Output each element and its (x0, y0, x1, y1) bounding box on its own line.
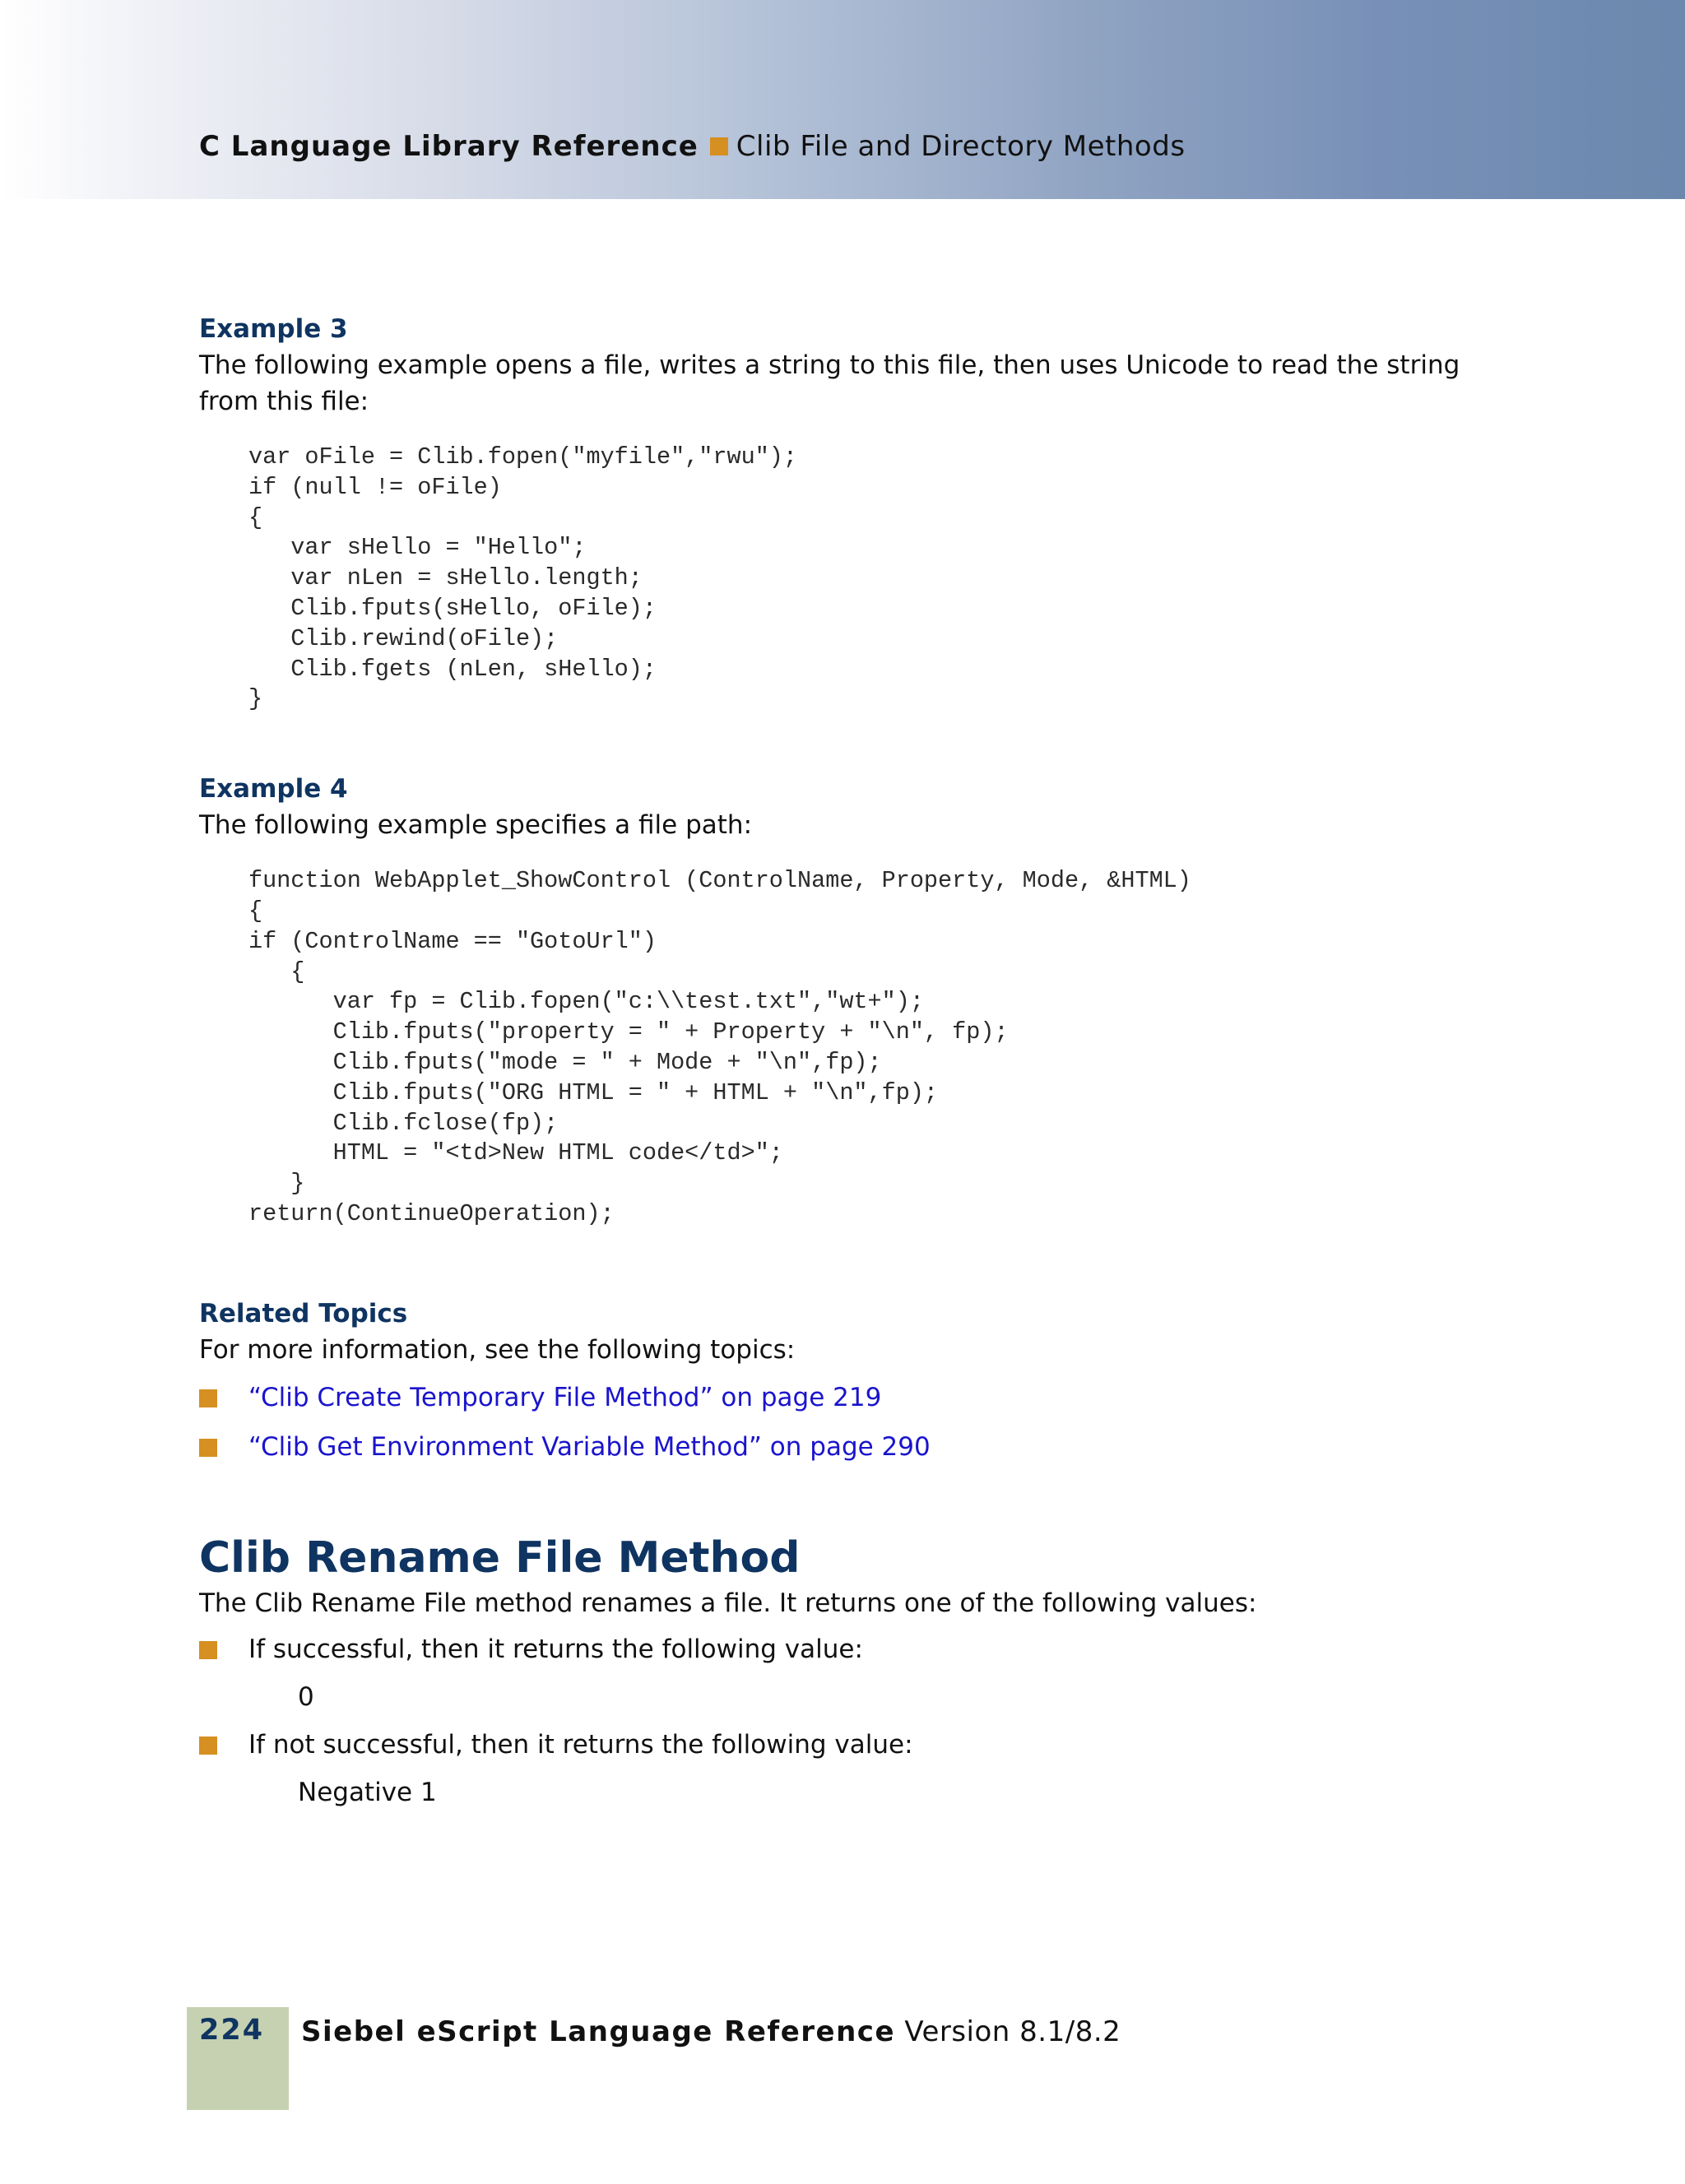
related-link-temp-file[interactable]: “Clib Create Temporary File Method” on page 219 (248, 1382, 882, 1412)
header-band (0, 0, 1685, 199)
example-3-code: var oFile = Clib.fopen("myfile","rwu"); if (null != oFile) { var sHello = "Hello"; var nLen = sHello.length; Clib.fputs(sHello, oFile); Clib.rewind(oFile); Clib.fgets (nLen, sHello); } (248, 443, 798, 713)
square-bullet-icon (199, 1737, 217, 1755)
page-number: 224 (199, 2014, 265, 2047)
square-bullet-icon (199, 1641, 217, 1659)
return-value: 0 (298, 1681, 314, 1712)
running-header (199, 128, 1186, 165)
related-topics-list (199, 1379, 1524, 1465)
related-topics-heading: Related Topics (199, 1298, 408, 1328)
return-value-condition: If not successful, then it returns the following value: (248, 1729, 913, 1760)
example-4-section (199, 772, 1524, 1230)
list-item (199, 1429, 1524, 1465)
header-book-title: C Language Library Reference (199, 130, 699, 163)
example-3-heading: Example 3 (199, 314, 348, 344)
list-item (199, 1727, 1524, 1763)
return-values-list (199, 1727, 1524, 1763)
example-4-description: The following example specifies a file path: (199, 810, 753, 841)
square-bullet-icon (199, 1439, 217, 1457)
return-values-list (199, 1631, 1524, 1667)
list-item (199, 1631, 1524, 1667)
return-value-condition: If successful, then it returns the following value: (248, 1634, 863, 1664)
square-bullet-icon (710, 137, 728, 155)
footer-book-title: Siebel eScript Language Reference (301, 2015, 896, 2048)
example-3-section (199, 313, 1524, 715)
page-content (199, 313, 1524, 1822)
running-footer (301, 2014, 1121, 2050)
rename-file-heading: Clib Rename File Method (199, 1533, 801, 1583)
rename-file-description: The Clib Rename File method renames a file. It returns one of the following values: (199, 1588, 1257, 1618)
square-bullet-icon (199, 1389, 217, 1407)
header-section-title: Clib File and Directory Methods (736, 130, 1186, 163)
related-link-env-variable[interactable]: “Clib Get Environment Variable Method” on page 290 (248, 1431, 931, 1462)
example-4-code: function WebApplet_ShowControl (ControlName, Property, Mode, &HTML) { if (ControlName == "GotoUrl") { var fp = Clib.fopen("c:\\test.txt","wt+"); Clib.fputs("property = " + Property + "\n", fp); Clib.fputs("mode = " + Mode + "\n",fp); Clib.fputs("ORG HTML = " + HTML + "\n",fp); Clib.fclose(fp); HTML = "<td>New HTML code</td>"; } return(ContinueOperation); (248, 867, 1191, 1227)
footer-version: Version 8.1/8.2 (904, 2015, 1121, 2048)
list-item (199, 1379, 1524, 1416)
rename-file-section (199, 1533, 1524, 1811)
example-4-heading: Example 4 (199, 774, 348, 805)
return-value: Negative 1 (298, 1777, 437, 1807)
related-topics-description: For more information, see the following topics: (199, 1334, 796, 1365)
example-3-description: The following example opens a file, writes a string to this file, then uses Unicode to read the string from this file: (199, 350, 1460, 416)
related-topics-section (199, 1297, 1524, 1465)
